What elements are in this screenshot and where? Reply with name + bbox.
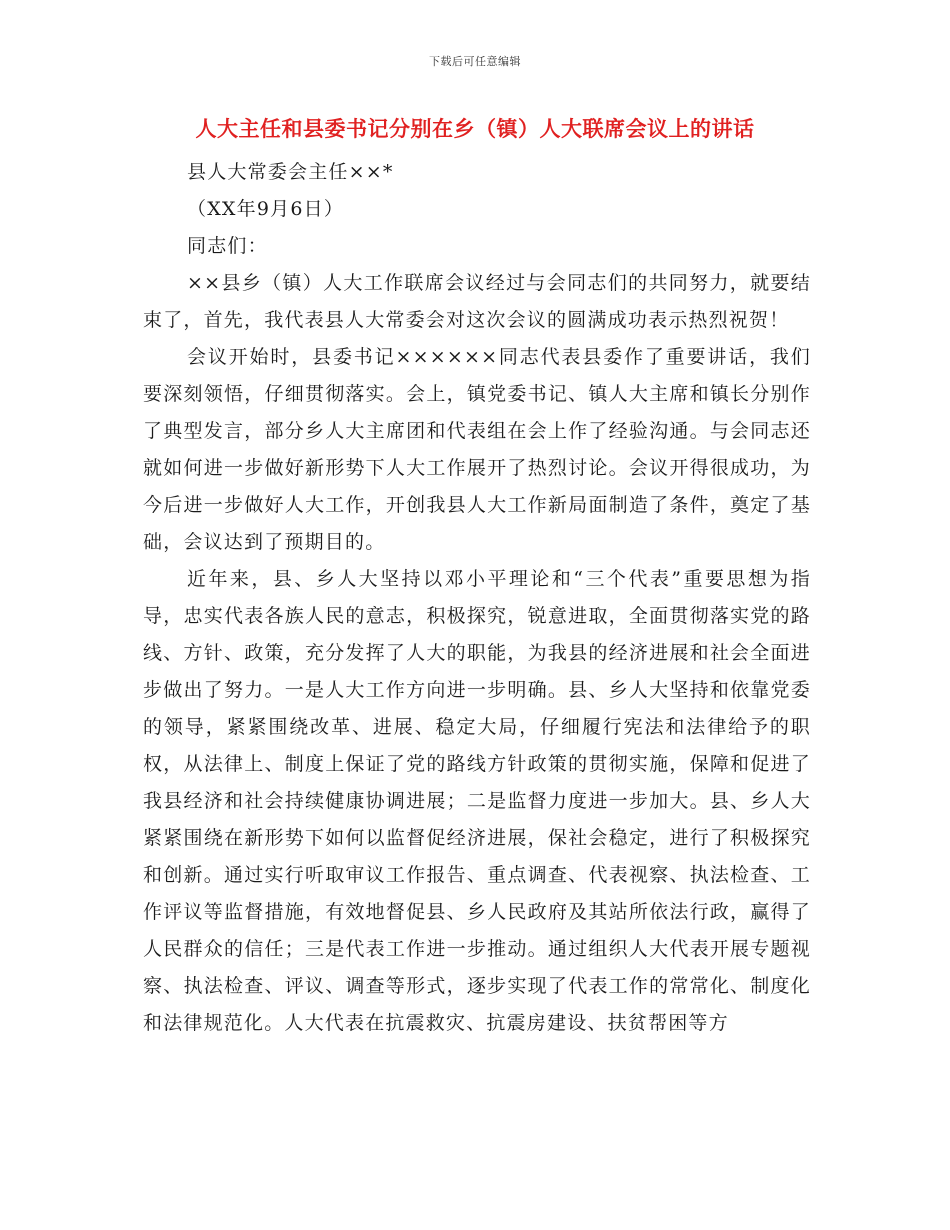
paragraph: 近年来，县、乡人大坚持以邓小平理论和“三个代表”重要思想为指导，忠实代表各族人民的意志，积极探究，锐意进取，全面贯彻落实党的路线、方针、政策，充分发挥了人大的职能，为我县的经济进展和社会全面进步做出了努力。一是人大工作方向进一步明确。县、乡人大坚持和依靠党委的领导，紧紧围绕改革、进展、稳定大局，仔细履行宪法和法律给予的职权，从法律上、制度上保证了党的路线方针政策的贯彻实施，保障和促进了我县经济和社会持续健康协调进展；二是监督力度进一步加大。县、乡人大紧紧围绕在新形势下如何以监督促经济进展，保社会稳定，进行了积极探究和创新。通过实行听取审议工作报告、重点调查、代表视察、执法检查、工作评议等监督措施，有效地督促县、乡人民政府及其站所依法行政，赢得了人民群众的信任；三是代表工作进一步推动。通过组织人大代表开展专题视察、执法检查、评议、调查等形式，逐步实现了代表工作的常常化、制度化和法律规范化。人大代表在抗震救灾、抗震房建设、扶贫帮困等方: [143, 568, 811, 1034]
header-note: 下载后可任意编辑: [429, 55, 521, 68]
salutation-line: 同志们：: [187, 235, 268, 257]
paragraph: ××县乡（镇）人大工作联席会议经过与会同志们的共同努力，就要结束了，首先，我代表县人大常委会对这次会议的圆满成功表示热烈祝贺！: [143, 272, 811, 331]
date-line: （XX年9月6日）: [187, 198, 345, 220]
paragraph: 会议开始时，县委书记××××××同志代表县委作了重要讲话，我们要深刻领悟，仔细贯彻落实。会上，镇党委书记、镇人大主席和镇长分别作了典型发言，部分乡人大主席团和代表组在会上作了经验沟通。与会同志还就如何进一步做好新形势下人大工作展开了热烈讨论。会议开得很成功，为今后进一步做好人大工作，开创我县人大工作新局面制造了条件，奠定了基础，会议达到了预期目的。: [143, 346, 811, 553]
speaker-line: 县人大常委会主任××*: [187, 161, 394, 183]
document-body: [143, 154, 811, 1042]
document-title: 人大主任和县委书记分别在乡（镇）人大联席会议上的讲话: [195, 116, 755, 141]
